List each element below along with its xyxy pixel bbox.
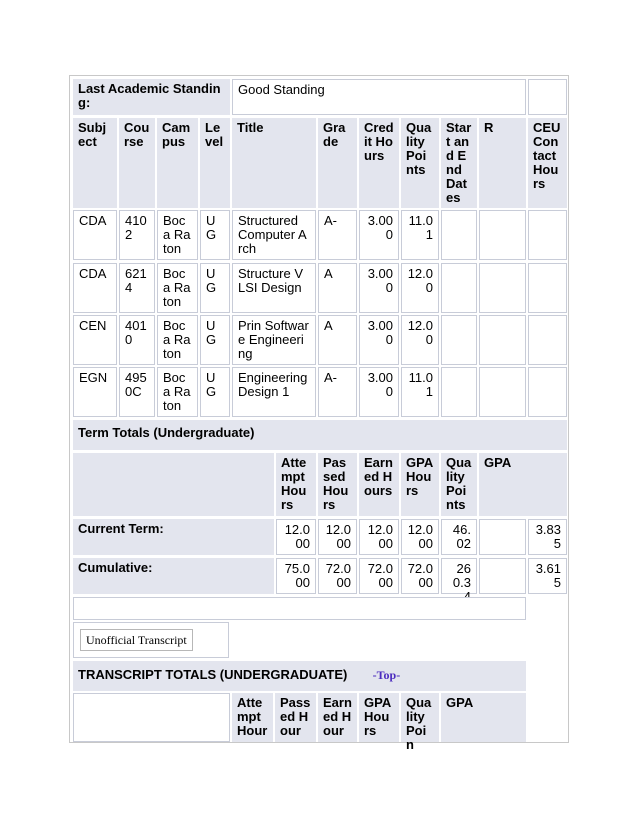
transcript-page xyxy=(69,75,569,752)
course-cell-empty xyxy=(441,210,477,260)
course-cell-quality-points: 11.01 xyxy=(401,367,439,417)
term-totals-header-blank xyxy=(73,453,274,516)
col-header-title: Title xyxy=(232,118,316,208)
course-cell-campus: Boca Raton xyxy=(157,263,198,313)
term-totals-heading: Term Totals (Undergraduate) xyxy=(73,420,567,450)
transcript-header-gpa: GPA xyxy=(441,693,526,742)
term-header-earned-hours: Earned Hours xyxy=(359,453,399,516)
course-cell-level: UG xyxy=(200,210,230,260)
col-header-r: R xyxy=(479,118,526,208)
col-header-ceu-contact-hours: CEU Contact Hours xyxy=(528,118,567,208)
standing-label: Last Academic Standing: xyxy=(73,79,230,115)
col-header-start-end-dates: Start and End Dates xyxy=(441,118,477,208)
standing-empty xyxy=(528,79,567,115)
transcript-totals-heading: TRANSCRIPT TOTALS (UNDERGRADUATE) xyxy=(78,667,348,682)
course-cell-empty xyxy=(528,315,567,365)
term-row-label: Current Term: xyxy=(73,519,274,555)
course-cell-title: Structured Computer Arch xyxy=(232,210,316,260)
transcript-totals-heading-cell xyxy=(73,661,526,691)
transcript-header-attempt-hour: Attempt Hour xyxy=(232,693,273,742)
term-header-quality-points: Quality Points xyxy=(441,453,477,516)
course-cell-course: 4102 xyxy=(119,210,155,260)
course-cell-quality-points: 11.01 xyxy=(401,210,439,260)
transcript-header-passed-hour: Passed Hour xyxy=(275,693,316,742)
course-cell-course: 4950C xyxy=(119,367,155,417)
course-cell-campus: Boca Raton xyxy=(157,315,198,365)
standing-value: Good Standing xyxy=(232,79,526,115)
course-cell-level: UG xyxy=(200,263,230,313)
term-cell-quality-points: 46.02 xyxy=(441,519,477,555)
transcript-header-quality-points: Quality Poin xyxy=(401,693,439,742)
course-cell-subject: CDA xyxy=(73,263,117,313)
col-header-course: Course xyxy=(119,118,155,208)
col-header-quality-points: Quality Points xyxy=(401,118,439,208)
transcript-header-earned-hour: Earned Hour xyxy=(318,693,357,742)
course-cell-grade: A xyxy=(318,315,357,365)
course-cell-subject: CEN xyxy=(73,315,117,365)
course-cell-empty xyxy=(441,263,477,313)
col-header-subject: Subject xyxy=(73,118,117,208)
course-cell-course: 4010 xyxy=(119,315,155,365)
term-cell-earned: 12.000 xyxy=(359,519,399,555)
term-cell-empty xyxy=(479,558,526,594)
term-cell-quality-points: 260.3 xyxy=(441,558,477,594)
unofficial-transcript-button[interactable]: Unofficial Transcript xyxy=(80,629,193,651)
transcript-totals-header-blank xyxy=(73,693,230,742)
transcript-header-gpa-hours: GPA Hours xyxy=(359,693,399,742)
course-cell-credit-hours: 3.000 xyxy=(359,315,399,365)
course-cell-course: 6214 xyxy=(119,263,155,313)
course-cell-quality-points: 12.00 xyxy=(401,315,439,365)
course-cell-subject: EGN xyxy=(73,367,117,417)
course-cell-empty xyxy=(479,367,526,417)
term-cell-attempt: 12.000 xyxy=(276,519,316,555)
course-cell-empty xyxy=(479,263,526,313)
term-cell-empty xyxy=(479,519,526,555)
course-cell-grade: A- xyxy=(318,367,357,417)
course-cell-credit-hours: 3.000 xyxy=(359,367,399,417)
course-cell-credit-hours: 3.000 xyxy=(359,263,399,313)
course-cell-empty xyxy=(441,315,477,365)
term-header-attempt-hours: Attempt Hours xyxy=(276,453,316,516)
course-cell-grade: A xyxy=(318,263,357,313)
course-cell-empty xyxy=(528,263,567,313)
term-cell-gpa: 3.615 xyxy=(528,558,567,594)
course-cell-title: Prin Software Engineering xyxy=(232,315,316,365)
course-cell-subject: CDA xyxy=(73,210,117,260)
course-cell-level: UG xyxy=(200,367,230,417)
course-cell-quality-points: 12.00 xyxy=(401,263,439,313)
course-cell-empty xyxy=(479,210,526,260)
course-cell-credit-hours: 3.000 xyxy=(359,210,399,260)
course-cell-grade: A- xyxy=(318,210,357,260)
course-cell-empty xyxy=(528,210,567,260)
course-cell-title: Engineering Design 1 xyxy=(232,367,316,417)
course-cell-title: Structure VLSI Design xyxy=(232,263,316,313)
term-cell-gpa-hours: 72.000 xyxy=(401,558,439,594)
term-cell-passed: 12.000 xyxy=(318,519,357,555)
course-cell-empty xyxy=(479,315,526,365)
term-cell-gpa-hours: 12.000 xyxy=(401,519,439,555)
term-row-label: Cumulative: xyxy=(73,558,274,594)
term-cell-gpa: 3.835 xyxy=(528,519,567,555)
term-cell-passed: 72.000 xyxy=(318,558,357,594)
course-cell-campus: Boca Raton xyxy=(157,367,198,417)
col-header-grade: Grade xyxy=(318,118,357,208)
term-header-gpa-hours: GPA Hours xyxy=(401,453,439,516)
course-cell-level: UG xyxy=(200,315,230,365)
term-header-passed-hours: Passed Hours xyxy=(318,453,357,516)
col-header-credit-hours: Credit Hours xyxy=(359,118,399,208)
col-header-level: Level xyxy=(200,118,230,208)
term-header-gpa: GPA xyxy=(479,453,567,516)
col-header-campus: Campus xyxy=(157,118,198,208)
term-cell-earned: 72.000 xyxy=(359,558,399,594)
course-cell-empty xyxy=(441,367,477,417)
course-cell-campus: Boca Raton xyxy=(157,210,198,260)
course-cell-empty xyxy=(528,367,567,417)
separator-row xyxy=(73,597,526,620)
term-cell-attempt: 75.000 xyxy=(276,558,316,594)
top-link[interactable]: -Top- xyxy=(372,668,401,682)
